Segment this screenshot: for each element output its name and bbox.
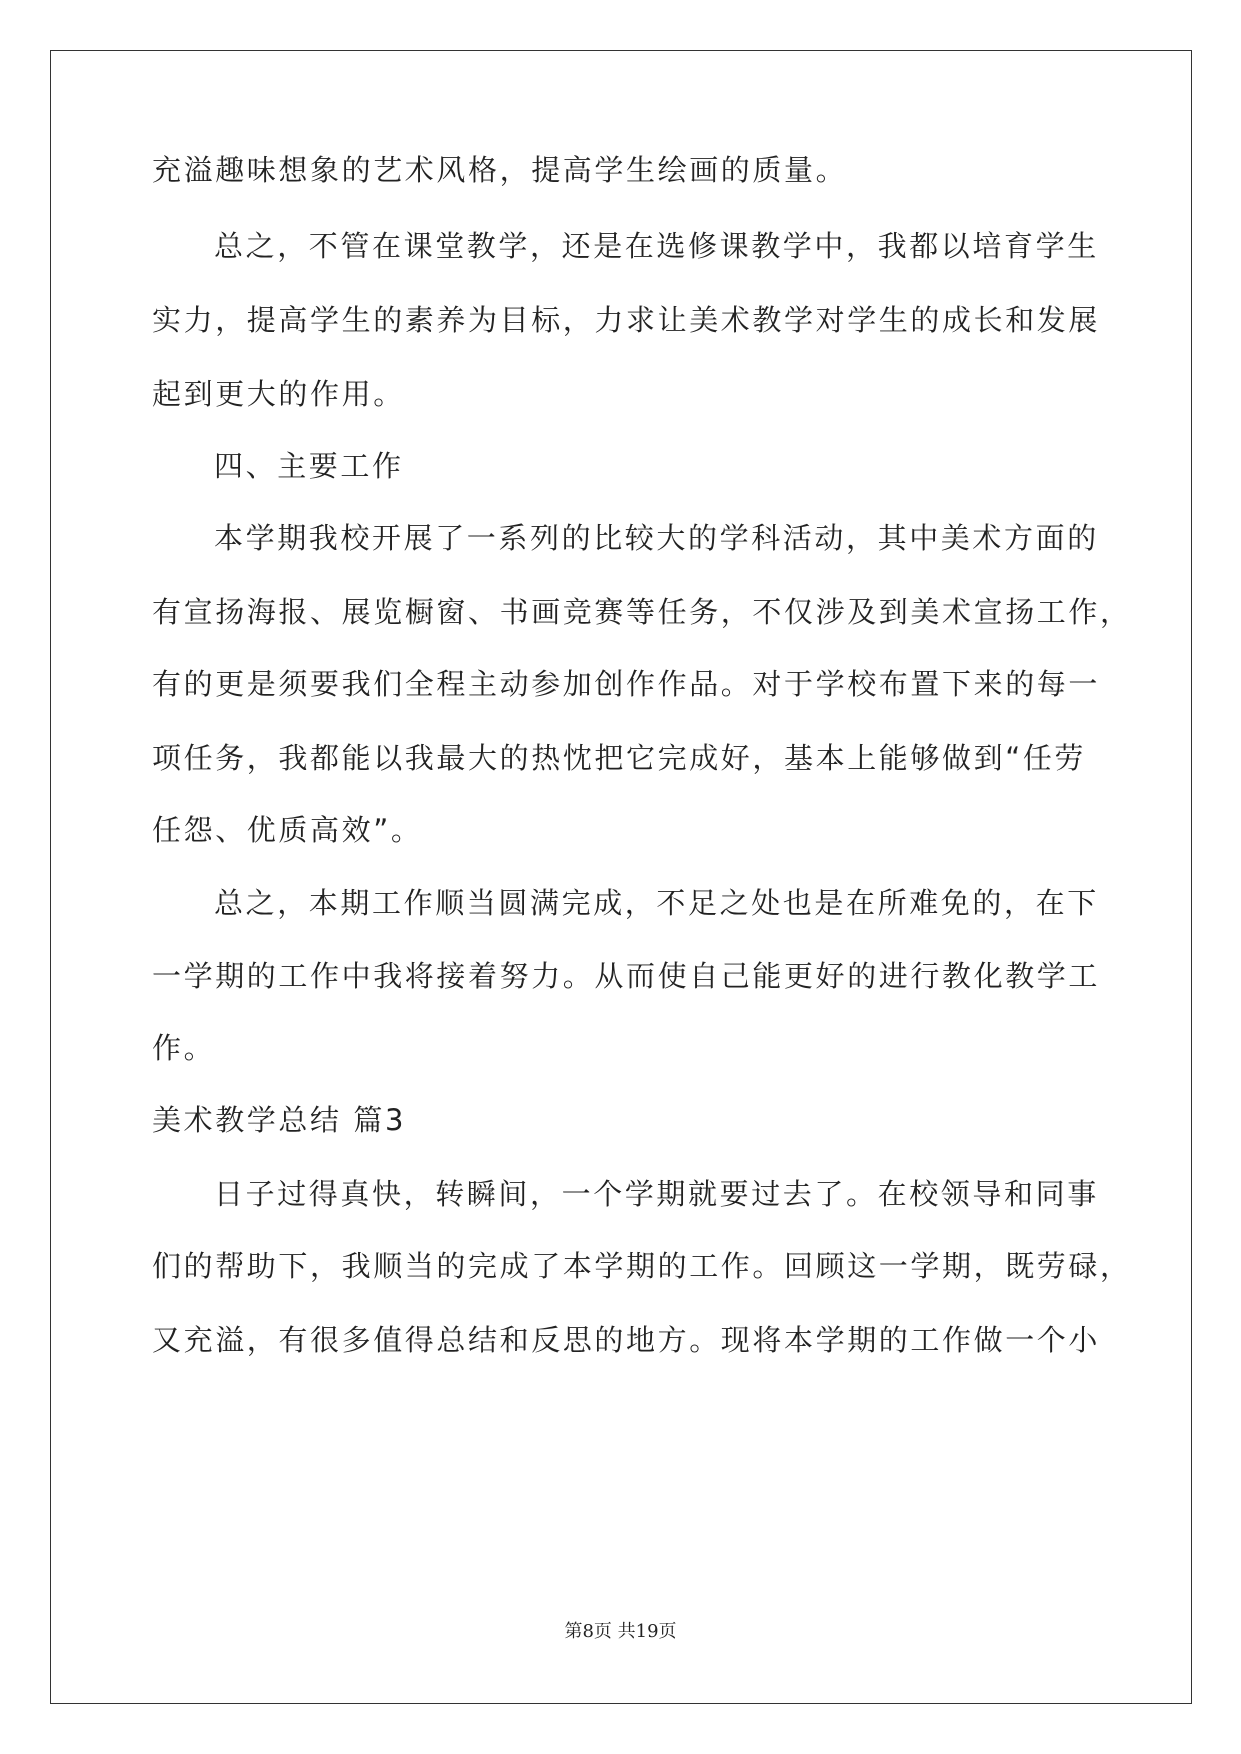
section-heading: 四、主要工作 [214,449,404,483]
text-line: 作。 [152,1031,216,1065]
text-line: 实力，提高学生的素养为目标，力求让美术教学对学生的成长和发展 [152,303,1101,337]
paragraph-start: 总之，本期工作顺当圆满完成，不足之处也是在所难免的，在下 [214,886,1099,920]
text-line: 充溢趣味想象的艺术风格，提高学生绘画的质量。 [152,153,848,187]
paragraph-start: 总之，不管在课堂教学，还是在选修课教学中，我都以培育学生 [214,229,1099,263]
text-line: 有的更是须要我们全程主动参加创作作品。对于学校布置下来的每一 [152,667,1101,701]
article-title: 美术教学总结 篇3 [152,1103,407,1137]
page-number-footer: 第8页 共19页 [564,1621,677,1642]
paragraph-start: 日子过得真快，转瞬间，一个学期就要过去了。在校领导和同事 [214,1177,1099,1211]
text-line: 任怨、优质高效”。 [152,813,423,847]
text-line: 有宣扬海报、展览橱窗、书画竞赛等任务，不仅涉及到美术宣扬工作， [152,595,1132,629]
text-line: 又充溢，有很多值得总结和反思的地方。现将本学期的工作做一个小 [152,1323,1101,1357]
page-border [50,50,1192,1704]
text-line: 一学期的工作中我将接着努力。从而使自己能更好的进行教化教学工 [152,959,1101,993]
paragraph-start: 本学期我校开展了一系列的比较大的学科活动，其中美术方面的 [214,521,1099,555]
text-line: 项任务，我都能以我最大的热忱把它完成好，基本上能够做到“任劳 [152,741,1087,775]
text-line: 起到更大的作用。 [152,377,405,411]
text-line: 们的帮助下，我顺当的完成了本学期的工作。回顾这一学期，既劳碌， [152,1249,1132,1283]
